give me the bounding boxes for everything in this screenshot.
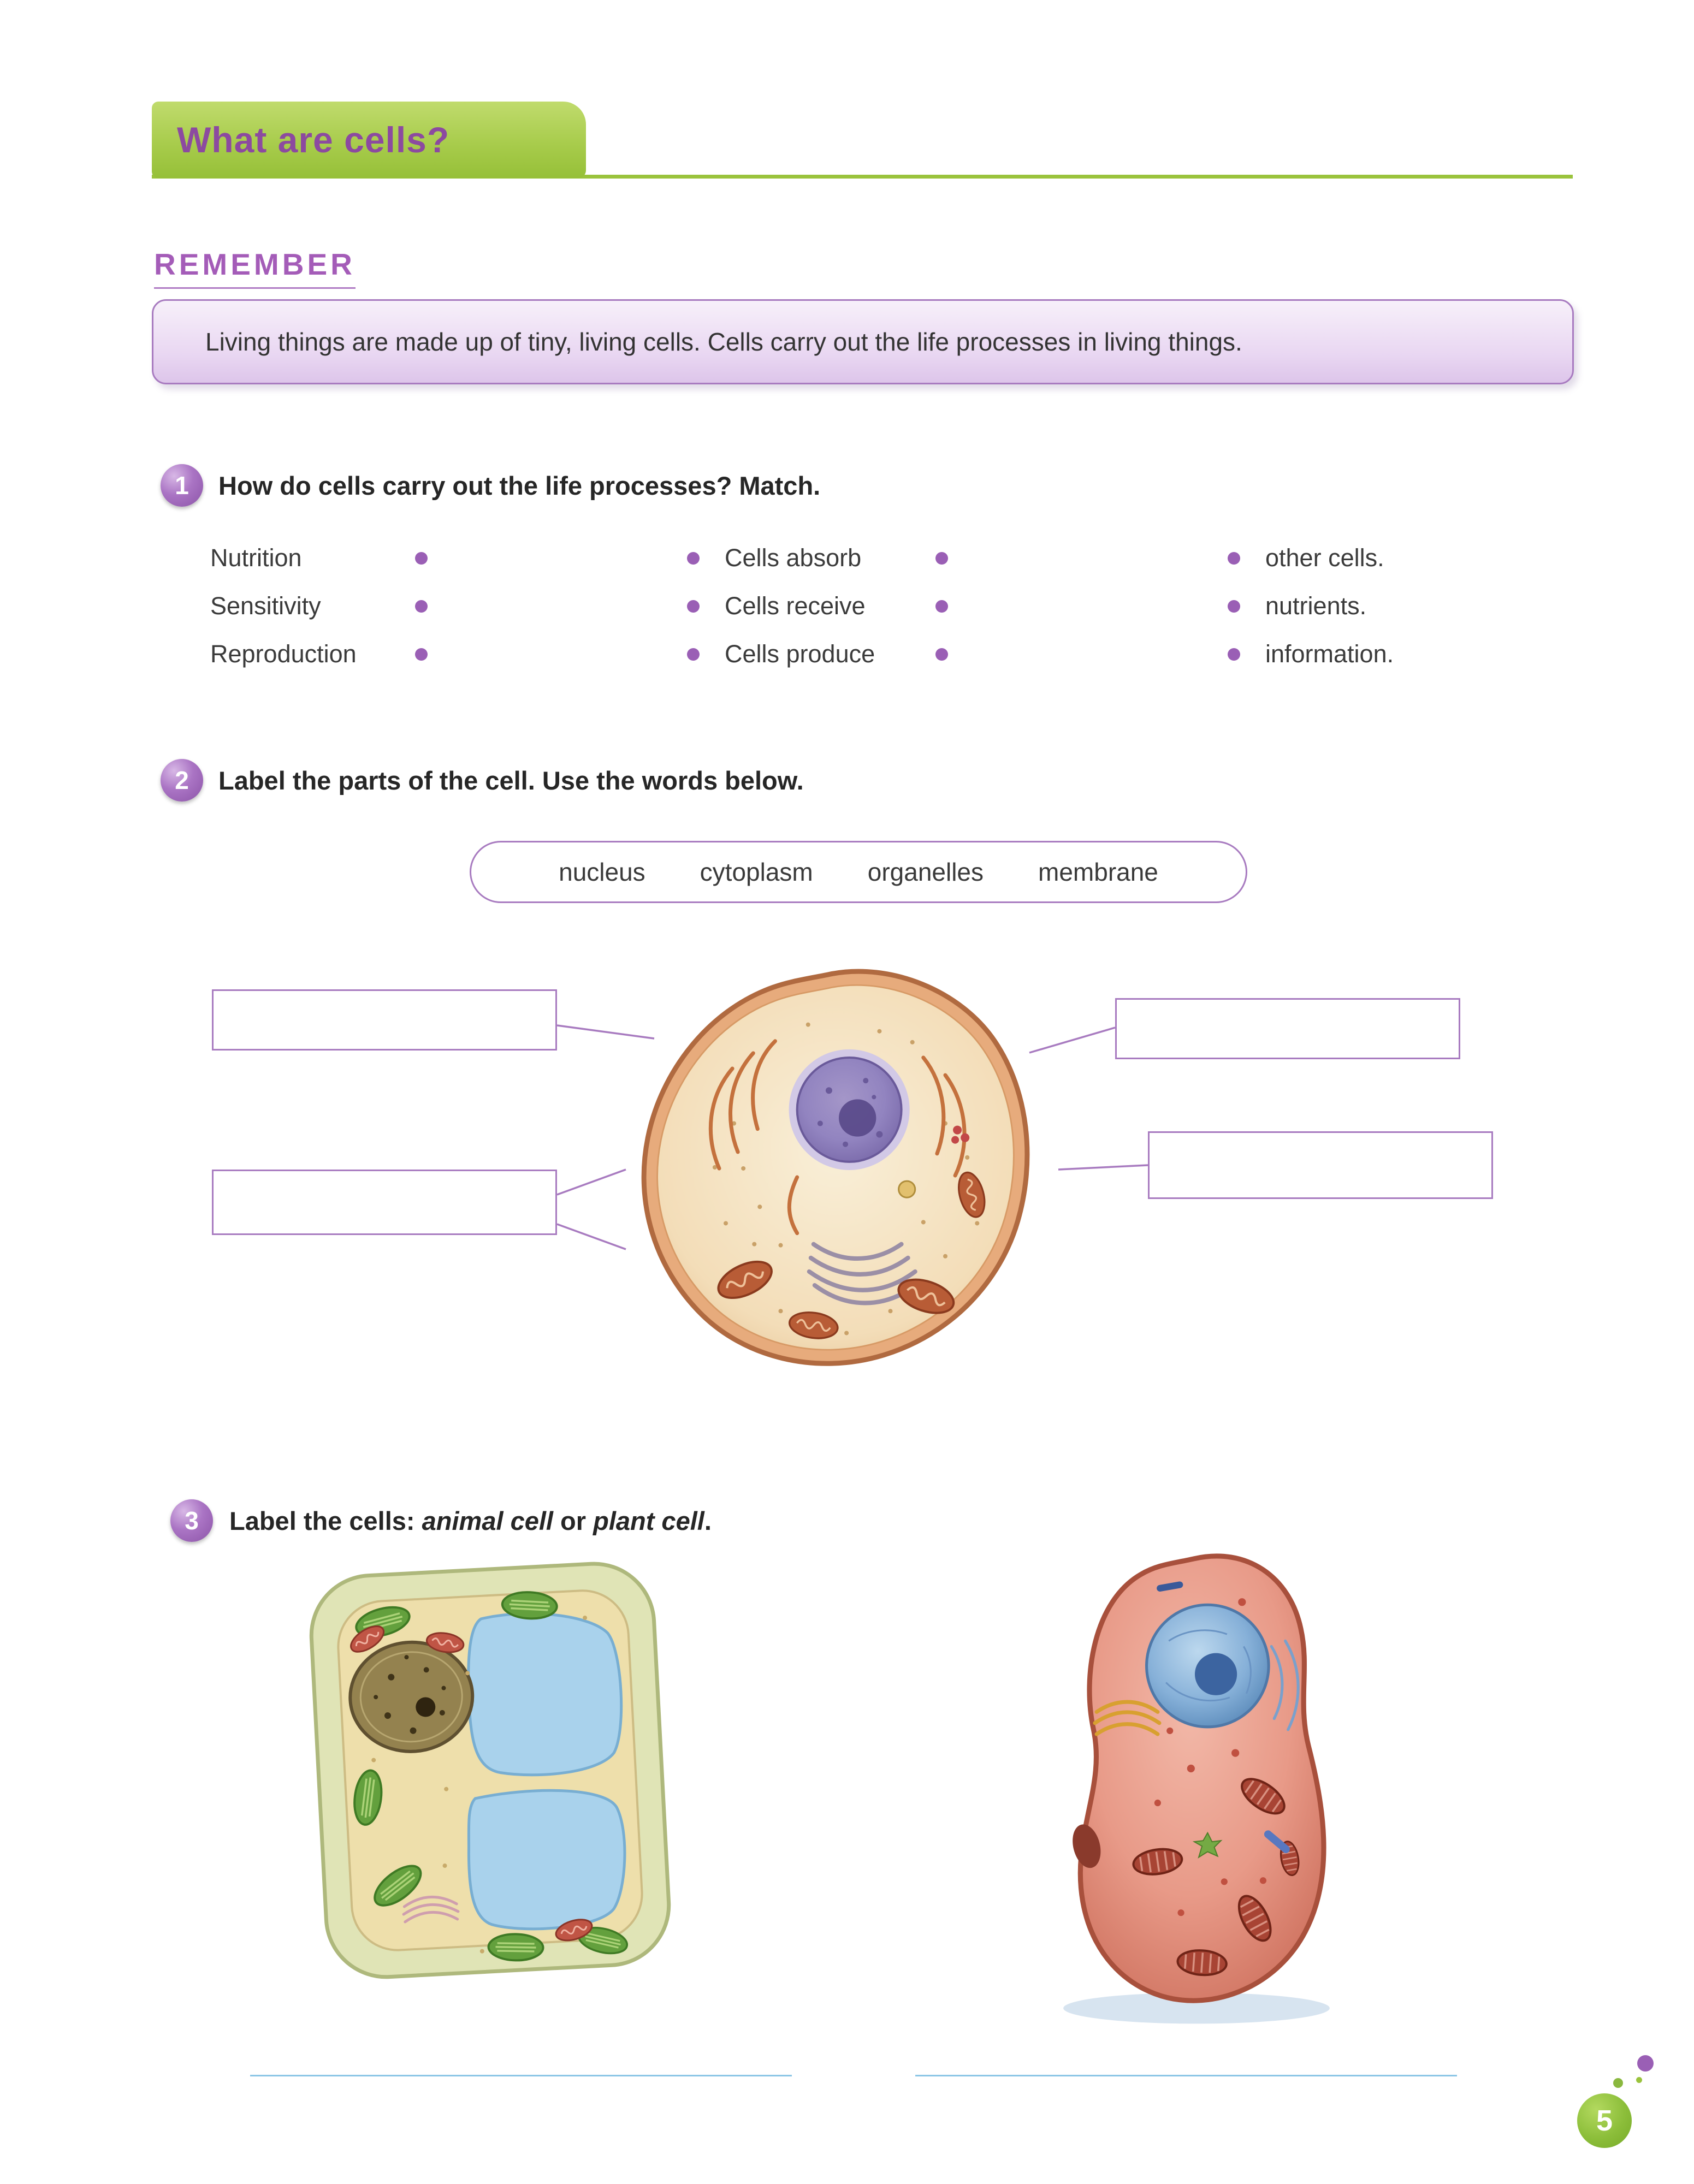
match-dot[interactable] (415, 648, 428, 661)
match-dot[interactable] (687, 648, 700, 661)
word-bank-item: membrane (1038, 858, 1158, 886)
remember-text: Living things are made up of tiny, living cells. Cells carry out the life processes in living things. (205, 328, 1242, 356)
match-dot[interactable] (935, 648, 948, 661)
answer-line-left[interactable] (250, 2075, 792, 2076)
exercise2-prompt: Label the parts of the cell. Use the words below. (218, 766, 804, 795)
answer-box-bottom-left[interactable] (212, 1170, 557, 1235)
match-dot[interactable] (415, 600, 428, 613)
match-middle-item: Cells produce (725, 640, 875, 668)
answer-line-right[interactable] (915, 2075, 1457, 2076)
animal-cell-image (1024, 1535, 1369, 2035)
plant-cell-image (304, 1557, 686, 1994)
vacuole (465, 1787, 629, 1933)
match-middle-item: Cells absorb (725, 544, 862, 572)
animal-nucleus (1147, 1605, 1269, 1727)
answer-box-top-left[interactable] (212, 989, 557, 1051)
nucleus (789, 1049, 910, 1170)
exercise2-number-badge: 2 (161, 759, 203, 802)
word-bank (470, 841, 1247, 903)
animal-cell-diagram (616, 959, 1055, 1387)
match-right-item: nutrients. (1265, 592, 1367, 620)
page-title-banner (152, 102, 586, 178)
exercise3-prompt-suffix: . (704, 1506, 712, 1535)
exercise1-number-badge: 1 (161, 464, 203, 507)
exercise3-prompt-prefix: Label the cells: (229, 1506, 422, 1535)
match-dot[interactable] (687, 600, 700, 613)
exercise3-number-badge: 3 (170, 1499, 213, 1542)
match-left-item: Reproduction (210, 640, 357, 668)
page-title: What are cells? (177, 120, 450, 160)
match-dot[interactable] (687, 552, 700, 565)
remember-heading: REMEMBER (154, 247, 356, 289)
match-row (1228, 630, 1394, 678)
answer-box-bottom-right[interactable] (1148, 1131, 1493, 1199)
match-dot[interactable] (415, 552, 428, 565)
answer-box-top-right[interactable] (1115, 998, 1460, 1059)
match-middle-item: Cells receive (725, 592, 866, 620)
exercise3-option-plant: plant cell (593, 1506, 704, 1535)
match-row (687, 630, 948, 678)
remember-box (152, 299, 1574, 384)
decoration-dot (1636, 2077, 1642, 2083)
match-row (687, 582, 948, 630)
match-dot[interactable] (935, 600, 948, 613)
match-column-left (210, 534, 428, 678)
match-row (1228, 534, 1394, 582)
match-column-right (1228, 534, 1394, 678)
exercise3-option-animal: animal cell (422, 1506, 553, 1535)
match-row (687, 534, 948, 582)
decoration-dot (1613, 2078, 1623, 2088)
match-left-item: Sensitivity (210, 592, 321, 620)
word-bank-item: organelles (867, 858, 984, 886)
match-row (210, 534, 428, 582)
chloroplast (488, 1934, 543, 1961)
exercise1-prompt: How do cells carry out the life processes? Match. (218, 471, 821, 500)
exercise3-prompt (229, 1506, 712, 1536)
match-right-item: other cells. (1265, 544, 1384, 572)
match-dot[interactable] (1228, 552, 1240, 565)
match-row (210, 630, 428, 678)
match-dot[interactable] (935, 552, 948, 565)
match-column-middle (687, 534, 948, 678)
decoration-dot (1637, 2055, 1654, 2072)
exercise3-prompt-or: or (553, 1506, 594, 1535)
word-bank-item: cytoplasm (700, 858, 813, 886)
lysosome (899, 1181, 915, 1197)
page-number-badge: 5 (1577, 2093, 1632, 2148)
match-row (1228, 582, 1394, 630)
match-right-item: information. (1265, 640, 1394, 668)
match-left-item: Nutrition (210, 544, 302, 572)
match-dot[interactable] (1228, 648, 1240, 661)
match-row (210, 582, 428, 630)
vacuole (465, 1609, 625, 1778)
word-bank-item: nucleus (559, 858, 645, 886)
match-dot[interactable] (1228, 600, 1240, 613)
